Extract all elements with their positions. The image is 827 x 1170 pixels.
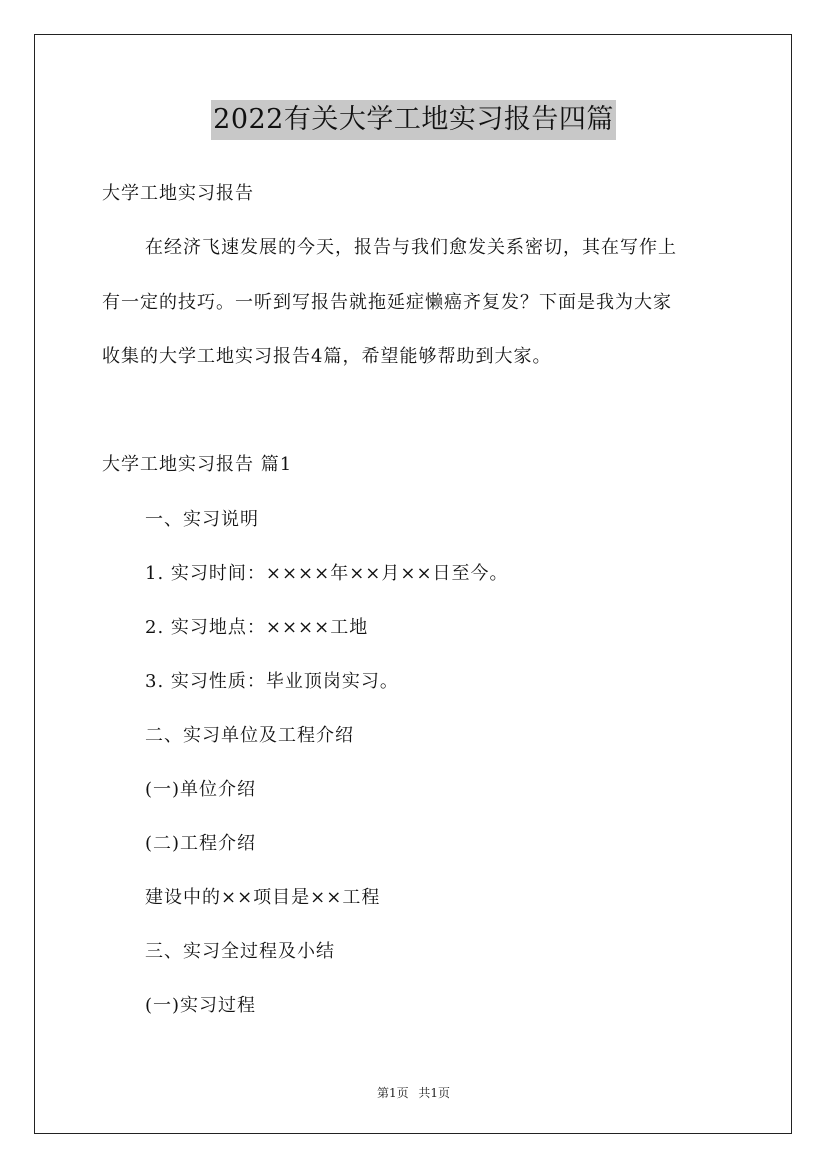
page-number: 第1页 (376, 1086, 409, 1100)
section-heading: 二、实习单位及工程介绍 (145, 725, 354, 746)
section-heading: 三、实习全过程及小结 (145, 941, 335, 962)
subsection-heading: (一)实习过程 (145, 995, 257, 1016)
body-text: 建设中的××项目是××工程 (145, 887, 381, 908)
intro-paragraph-line: 在经济飞速发展的今天，报告与我们愈发关系密切，其在写作上 (145, 237, 677, 258)
list-item: 1. 实习时间：××××年××月××日至今。 (145, 563, 509, 584)
page-total: 共1页 (418, 1086, 451, 1100)
section-heading: 大学工地实习报告 (102, 183, 254, 204)
report-heading: 大学工地实习报告 篇1 (102, 454, 293, 475)
section-heading: 一、实习说明 (145, 509, 259, 530)
intro-paragraph-line: 有一定的技巧。一听到写报告就拖延症懒癌齐复发？下面是我为大家 (102, 292, 672, 313)
list-item: 3. 实习性质：毕业顶岗实习。 (145, 671, 399, 692)
list-item: 2. 实习地点：××××工地 (145, 617, 369, 638)
subsection-heading: (一)单位介绍 (145, 779, 257, 800)
page-footer (0, 1085, 827, 1101)
document-title: 2022有关大学工地实习报告四篇 (211, 100, 616, 140)
subsection-heading: (二)工程介绍 (145, 833, 257, 854)
intro-paragraph-line: 收集的大学工地实习报告4篇，希望能够帮助到大家。 (102, 346, 552, 367)
title-container (0, 100, 827, 140)
